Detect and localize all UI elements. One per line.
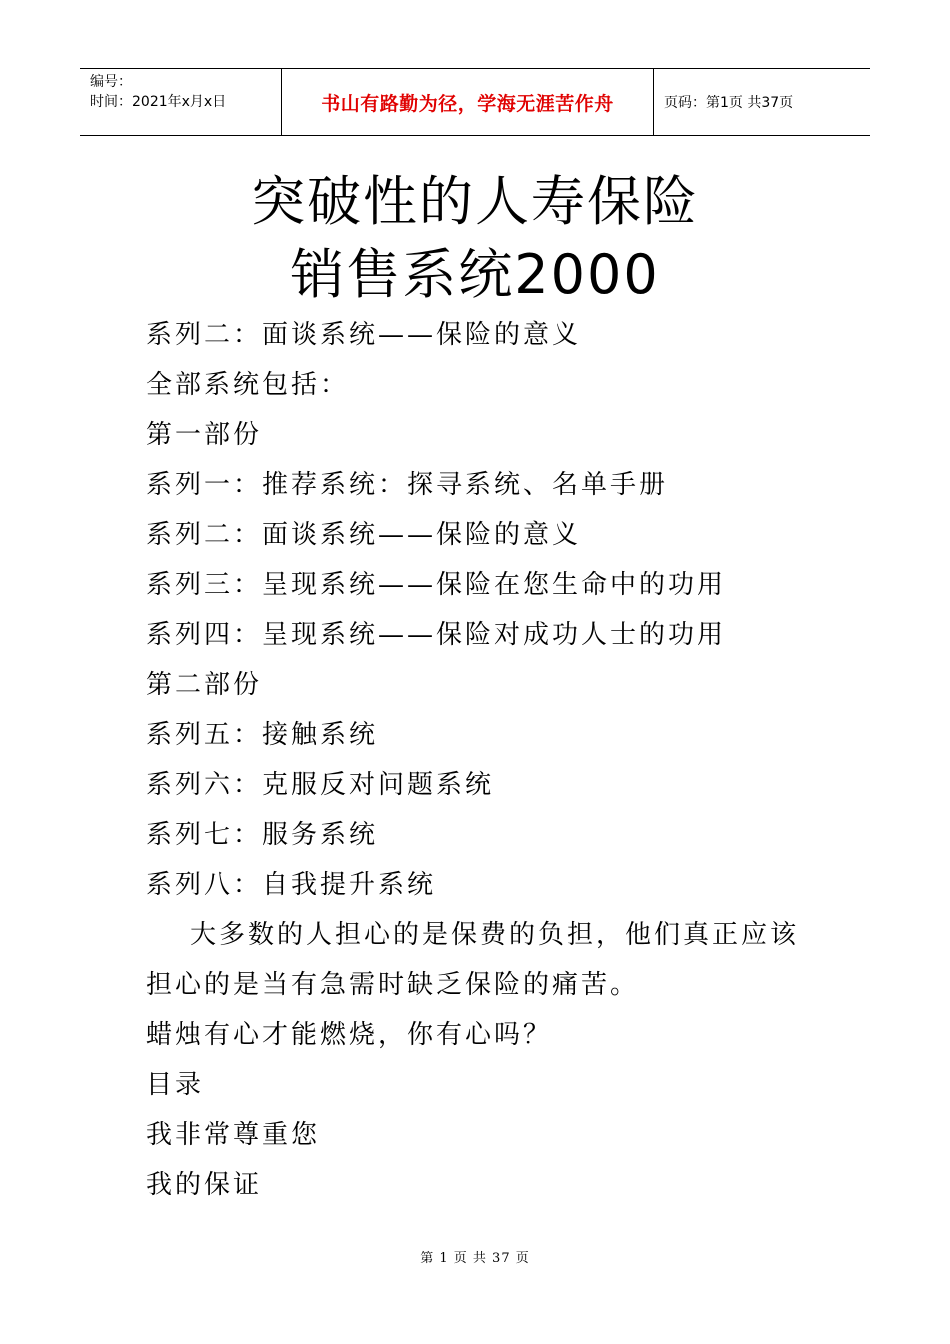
body-line: 系列三：呈现系统——保险在您生命中的功用 (146, 570, 727, 600)
time-label: 时间：2021年x月x日 (90, 94, 227, 110)
body-line: 系列六：克服反对问题系统 (146, 770, 495, 800)
header-meta (80, 69, 281, 135)
body-line: 我非常尊重您 (146, 1120, 321, 1150)
body-line: 系列五：接触系统 (146, 720, 379, 750)
document-body (146, 310, 846, 1210)
document-title-line-2: 销售系统2000 (290, 243, 660, 306)
document-header (80, 68, 870, 136)
body-paragraph-line: 担心的是当有急需时缺乏保险的痛苦。 (146, 970, 640, 1000)
body-line: 系列二：面谈系统——保险的意义 (146, 520, 582, 550)
body-line: 全部系统包括： (146, 370, 350, 400)
body-line: 我的保证 (146, 1170, 263, 1200)
body-line: 蜡烛有心才能燃烧，你有心吗？ (146, 1020, 553, 1050)
body-line: 第二部份 (146, 670, 263, 700)
number-label: 编号： (90, 74, 132, 90)
header-motto: 书山有路勤为径，学海无涯苦作舟 (281, 69, 654, 135)
body-line: 第一部份 (146, 420, 263, 450)
page-footer: 第 1 页 共 37 页 (420, 1251, 530, 1266)
document-title-line-1: 突破性的人寿保险 (251, 170, 699, 233)
body-paragraph-line: 大多数的人担心的是保费的负担，他们真正应该 (190, 920, 800, 950)
body-line: 目录 (146, 1070, 205, 1100)
body-line: 系列一：推荐系统：探寻系统、名单手册 (146, 470, 669, 500)
body-line: 系列八：自我提升系统 (146, 870, 437, 900)
body-line: 系列七：服务系统 (146, 820, 379, 850)
body-line: 系列二：面谈系统——保险的意义 (146, 320, 582, 350)
body-line: 系列四：呈现系统——保险对成功人士的功用 (146, 620, 727, 650)
header-page-info: 页码：第1页 共37页 (664, 95, 794, 111)
